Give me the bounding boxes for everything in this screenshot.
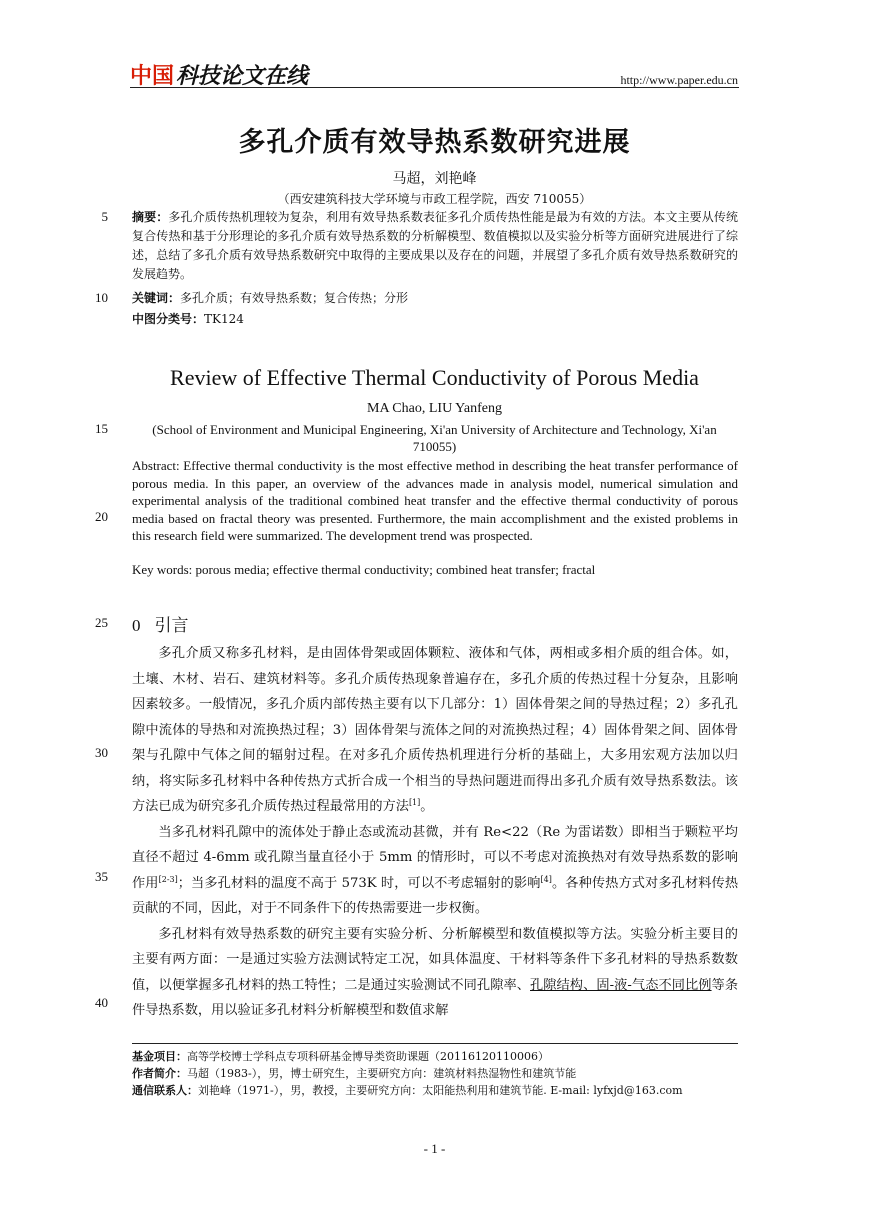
footnotes — [132, 1048, 752, 1099]
line-number: 25 — [95, 615, 108, 630]
citation[interactable]: [1] — [408, 798, 421, 807]
keywords-cn — [132, 289, 738, 308]
affiliation-cn: （西安建筑科技大学环境与市政工程学院，西安 710055） — [277, 192, 592, 206]
citation[interactable]: [2-3] — [158, 874, 178, 884]
abstract-en-label: Abstract: — [132, 458, 180, 473]
line-number: 10 — [95, 290, 108, 305]
header-url[interactable]: http://www.paper.edu.cn — [620, 73, 738, 87]
paragraph-text: 多孔材料有效导热系数的研究主要有实验分析、分析解模型和数值模拟等方法。实验分析主要目的主要有两方面：一是通过实验方法测试特定工况，如具体温度、干材料等条件下多孔材料的导热系数数值，以便掌握多孔材料的热工特性；二是通过实验测试不同孔隙率、 — [132, 926, 738, 993]
affiliation-en: (School of Environment and Municipal Engineering, Xi'an University of Architecture and Technology, Xi'an 710055) — [152, 422, 717, 454]
paper-edu-logo — [130, 61, 320, 89]
keywords-en-label: Key words: — [132, 562, 193, 577]
paragraph-text: ；当多孔材料的温度不高于 573K 时，可以不考虑辐射的影响 — [177, 875, 541, 891]
footnote-label: 作者简介： — [132, 1067, 187, 1080]
page-number: - 1 - — [423, 1141, 446, 1156]
authors-en: MA Chao, LIU Yanfeng — [367, 401, 502, 416]
citation[interactable]: [4] — [540, 874, 552, 884]
paragraph-text: 当多孔材料孔隙中的流体处于静止态或流动甚微，并有 Re<22（Re 为雷诺数）即相当于颗粒平均直径不超过 4-6mm 或孔隙当量直径小于 5mm 的情形时，可以不考虑对流换热对有效导热系数的影响作用 — [132, 824, 738, 891]
paragraph-text: 。各种传热方式对多孔材料传热贡献的不同，因此，对于不同条件下的传热需要进一步权衡。 — [132, 875, 739, 916]
footnote-label: 基金项目： — [132, 1050, 187, 1063]
keywords-en-text: porous media; effective thermal conductivity; combined heat transfer; fractal — [195, 562, 596, 577]
logo-text-black: 科技论文在线 — [176, 64, 309, 89]
line-number: 20 — [95, 509, 108, 524]
footnote-text: 刘艳峰（1971-），男，教授，主要研究方向：太阳能热利用和建筑节能. E-mail: lyfxjd@163.com — [198, 1084, 683, 1097]
paragraph-text: 孔隙结构、固-液-气态不同比例 — [530, 977, 712, 993]
paragraph — [132, 820, 738, 922]
section-number: 0 — [132, 616, 141, 635]
line-number: 35 — [95, 869, 108, 884]
line-number: 40 — [95, 995, 108, 1010]
paragraph — [132, 641, 738, 820]
abstract-en-text: Effective thermal conductivity is the most effective method in describing the heat transfer performance of porous media. In this paper, an overview of the advances made in analysis model, numerical simulation and experimental analysis of the traditional combined heat transfer and the effective thermal conductivity of porous media based on fractal theory was presented. Furthermore, the main accomplishment and the existed problems in this research field were summarized. The development trend was prospected. — [132, 458, 739, 544]
classification-cn-label: 中图分类号： — [132, 312, 205, 326]
header-rule — [130, 87, 739, 88]
line-number: 15 — [95, 421, 108, 436]
title-en: Review of Effective Thermal Conductivity of Porous Media — [170, 365, 699, 390]
line-number: 30 — [95, 745, 108, 760]
paragraph-text: 等条件导热系数，用以验证多孔材料分析解模型和数值求解 — [132, 977, 739, 1018]
abstract-cn-text: 多孔介质传热机理较为复杂，利用有效导热系数表征多孔介质传热性能是最为有效的方法。本文主要从传统复合传热和基于分形理论的多孔介质有效导热系数的分析解模型、数值模拟以及实验分析等方面研究进展进行了综述，总结了多孔介质有效导热系数研究中取得的主要成果以及存在的问题，并展望了多孔介质有效导热系数研究的发展趋势。 — [132, 210, 738, 281]
paragraph-text: 。 — [420, 799, 434, 814]
paragraph-text: 多孔介质又称多孔材料，是由固体骨架或固体颗粒、液体和气体，两相或多相介质的组合体。如，土壤、木材、岩石、建筑材料等。多孔介质传热现象普遍存在，多孔介质的传热过程十分复杂，且影响因素较多。一般情况，多孔介质内部传热主要有以下几部分：1）固体骨架之间的导热过程；2）多孔孔隙中流体的导热和对流换热过程；3）固体骨架与流体之间的对流换热过程；4）固体骨架之间、固体骨架与孔隙中气体之间的辐射过程。在对多孔介质传热机理进行分析的基础上，大多用宏观方法加以归纳，将实际多孔材料中各种传热方式折合成一个相当的导热问题进而得出多孔介质有效导热系数法。该方法已成为研究多孔介质传热过程最常用的方法 — [132, 646, 738, 814]
section-heading — [132, 611, 189, 636]
abstract-en — [132, 457, 738, 545]
keywords-cn-label: 关键词： — [132, 291, 181, 305]
line-number: 5 — [101, 209, 108, 224]
footnote-rule — [132, 1043, 738, 1044]
footnote-author — [132, 1065, 752, 1082]
section-title: 引言 — [154, 616, 189, 636]
footnote-fund — [132, 1048, 752, 1065]
body-text — [132, 641, 738, 1024]
classification-cn-text: TK124 — [204, 312, 244, 326]
keywords-cn-text: 多孔介质；有效导热系数；复合传热；分形 — [180, 291, 409, 305]
abstract-cn-label: 摘要： — [132, 210, 169, 224]
authors-cn: 马超，刘艳峰 — [392, 171, 477, 187]
title-cn: 多孔介质有效导热系数研究进展 — [238, 127, 631, 158]
keywords-en — [132, 562, 738, 578]
paragraph — [132, 922, 738, 1024]
footnote-text: 马超（1983-），男，博士研究生，主要研究方向：建筑材料热湿物性和建筑节能 — [187, 1067, 577, 1080]
footnote-label: 通信联系人： — [132, 1084, 198, 1097]
abstract-cn — [132, 208, 738, 284]
classification-cn — [132, 310, 738, 329]
footnote-contact — [132, 1082, 752, 1099]
logo-text-red: 中国 — [130, 64, 175, 89]
footnote-text: 高等学校博士学科点专项科研基金博导类资助课题（20116120110006） — [187, 1050, 549, 1063]
